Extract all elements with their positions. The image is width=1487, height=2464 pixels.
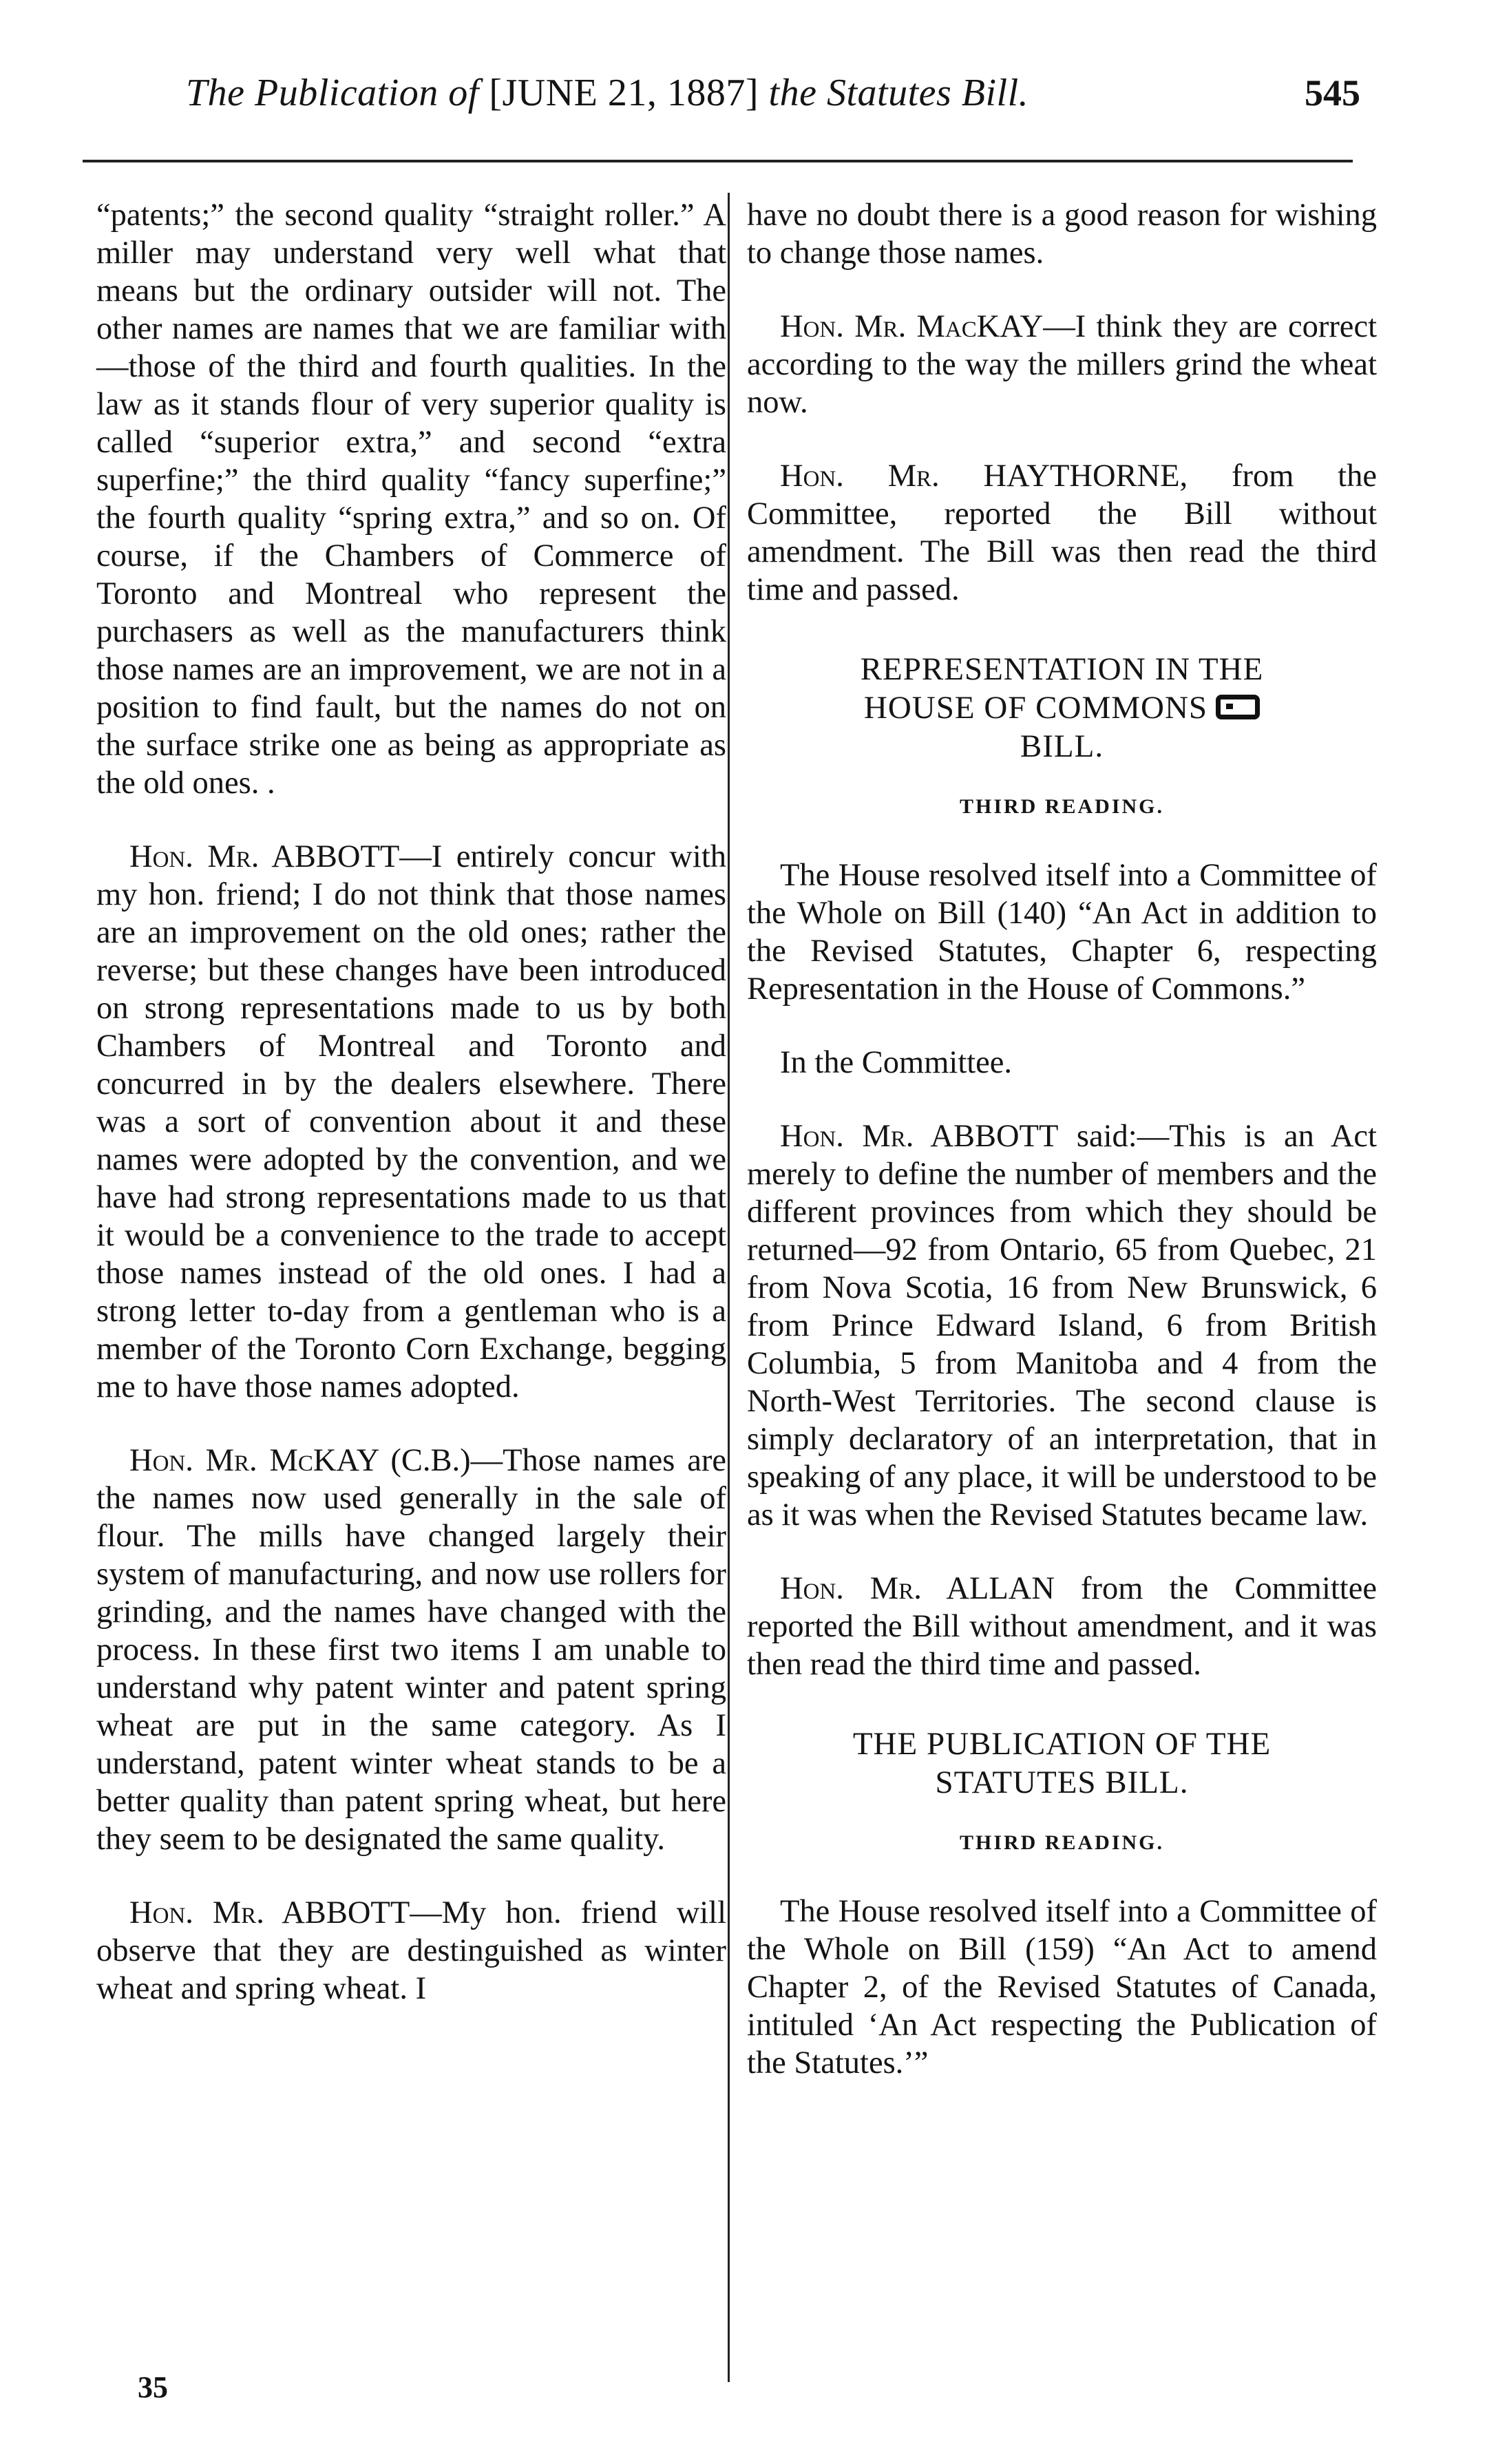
column-divider [728,193,730,2382]
right-column [747,196,1377,2118]
page-number: 545 [1305,72,1360,114]
speaker-name: Hon. Mr. ABBOTT [780,1119,1059,1154]
section-title [747,650,1377,766]
signature-mark: 35 [138,2370,168,2404]
section-title [747,1725,1377,1802]
speech-text: —I entirely concur with my hon. friend; I do not think that those names are an improvement on the old ones; rather the reverse; but these changes have been introduced on strong representations made to us by both Chambers of Montreal and Toronto and concurred in by the dealers elsewhere. There was a sort of convention about it and these names were adopted by the convention, and we have had strong representations made to us that it would be a convenience to the trade to accept those names instead of the old ones. I had a strong letter to-day from a gentleman who is a member of the Toronto Corn Exchange, begging me to have those names adopted. [96,839,726,1404]
section-subhead: THIRD READING. [959,1831,1165,1854]
speech-text: —My hon. friend will observe that they are destinguished as winter wheat and spring wheat. I [96,1895,726,2006]
paragraph [96,1442,726,1858]
paragraph: have no doubt there is a good reason for wishing to change those names. [747,198,1377,271]
paragraph: The House resolved itself into a Committee of the Whole on Bill (159) “An Act to amend Chapter 2, of the Revised Statutes of Canada, intituled ‘An Act respecting the Publication of the Statutes.’” [747,1894,1377,2081]
speaker-name: Hon. Mr. ABBOTT [129,839,400,874]
page-header [0,65,1487,120]
paragraph [747,308,1377,421]
speaker-name: Hon. Mr. MacKAY [780,309,1044,344]
running-head-right: the Statutes Bill. [768,72,1029,114]
speech-text: from the Committee reported the Bill without amendment, and it was then read the third time and passed. [747,1571,1377,1682]
section-title-line: BILL. [1020,728,1104,764]
speech-text: —Those names are the names now used generally in the sale of flour. The mills have changed largely their system of manufacturing, and now use rollers for grinding, and the names have changed with the process. In these first two items I am unable to understand why patent winter and patent spring wheat are put in the same category. As I understand, patent winter wheat stands to be a better quality than patent spring wheat, but here they seem to be designated the same quality. [96,1443,726,1857]
section-title-line: STATUTES BILL. [935,1765,1189,1800]
running-head-date: [JUNE 21, 1887] [489,72,759,114]
section-title-text: HOUSE OF COMMONS [863,690,1208,726]
speaker-name: Hon. Mr. ALLAN [780,1571,1055,1606]
paragraph [747,457,1377,609]
printer-mark-icon [1216,695,1260,719]
paragraph [747,1570,1377,1683]
left-column [96,196,726,2043]
speaker-name: Hon. Mr. HAYTHORNE [780,459,1180,494]
running-head-left: The Publication of [186,72,479,114]
paragraph [96,1894,726,2008]
paragraph [747,1117,1377,1534]
speech-text: —I think they are correct according to the way the millers grind the wheat now. [747,309,1378,420]
paragraph: The House resolved itself into a Committee of the Whole on Bill (140) “An Act in addition to the Revised Statutes, Chapter 6, respecting Representation in the House of Commons.” [747,858,1377,1007]
paragraph: “patents;” the second quality “straight roller.” A miller may understand very well what that means but the ordinary outsider will not. The other names are names that we are familiar with—those of the third and fourth qualities. In the law as it stands flour of very superior quality is called “superior extra,” and second “extra superfine;” the third quality “fancy superfine;” the fourth quality “spring extra,” and so on. Of course, if the Chambers of Commerce of Toronto and Montreal who represent the purchasers as well as the manufacturers think those names are an improvement, we are not in a position to find fault, but the names do not on the surface strike one as being as appropriate as the old ones. . [96,198,726,801]
header-rule [83,160,1353,162]
speaker-name: Hon. Mr. ABBOTT [129,1895,410,1930]
paragraph [96,838,726,1406]
speaker-name: Hon. Mr. McKAY (C.B.) [129,1443,471,1478]
section-title-line: REPRESENTATION IN THE [860,651,1264,687]
section-title-line: THE PUBLICATION OF THE [852,1726,1272,1762]
section-title-line [747,688,1377,727]
speech-text: , from the Committee, reported the Bill without amendment. The Bill was then read the third time and passed. [747,459,1377,607]
paragraph: In the Committee. [780,1045,1013,1080]
running-head [186,65,1029,120]
section-subhead: THIRD READING. [959,795,1165,818]
speech-text: said:—This is an Act merely to define the number of members and the different provinces from which they should be returned—92 from Ontario, 65 from Quebec, 21 from Nova Scotia, 16 from New Brunswick, 6 from Prince Edward Island, 6 from British Columbia, 5 from Manitoba and 4 from the North-West Territories. The second clause is simply declaratory of an interpretation, that in speaking of any place, it will be understood to be as it was when the Revised Statutes became law. [747,1119,1377,1533]
